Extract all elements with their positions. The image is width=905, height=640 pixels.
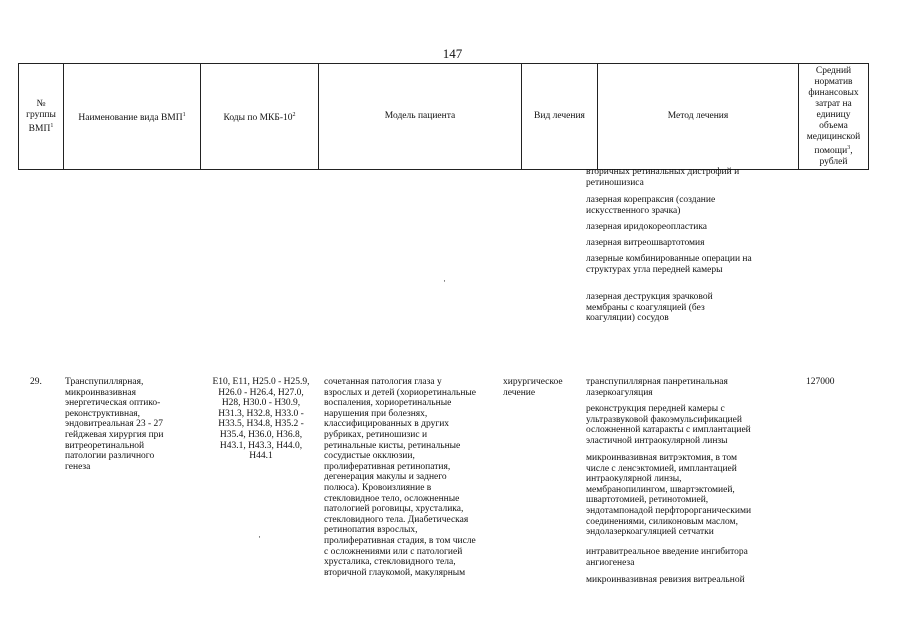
treatment-type-cell: хирургическое лечение [503,377,563,398]
header-patient-model: Модель пациента [319,64,522,170]
header-treatment-method: Метод лечения [598,64,799,170]
header-vmp-name: Наименование вида ВМП$^1$ [64,64,201,170]
header-treatment-type: Вид лечения [522,64,598,170]
method-item: лазерная корепраксия (создание искусственного зрачка) [586,195,716,216]
header-icd-codes: Коды по МКБ-$10^2$ [201,64,319,170]
method-item: вторичных ретинальных дистрофий и ретиношизиса [586,167,740,188]
method-item: интравитреальное введение ингибитора ангиогенеза [586,547,748,568]
method-item: транспупиллярная панретинальная лазеркоагуляция [586,377,728,398]
icd-codes-cell: E10, E11, H25.0 - H25.9, H26.0 - H26.4, H27.0, H28, H30.0 - H30.9, H31.3, H32.8, H33.0 - H33.5, H34.8, H35.2 - H35.4, H36.0, H36.8, H43.1, H43.3, H44.0, H44.1 [212,377,310,462]
table-header [18,63,869,170]
scan-speck: · [258,532,261,542]
page-number: 147 [442,46,463,61]
vmp-name-cell: Транспупиллярная, микроинвазивная энергетическая оптико- реконструктивная, эндовитреальная 23 - 27 гейджевая хирургия при витреоретинальной патологии различного генеза [65,377,164,472]
average-cost-value: 127000 [806,377,835,387]
method-item: лазерная иридокореопластика [586,222,708,232]
header-group-number: № группы ВМП$^1$ [19,64,64,170]
method-item: лазерная деструкция зрачковой мембраны с коагуляцией (без коагуляции) сосудов [586,292,713,324]
method-item: микроинвазивная витрэктомия, в том числе с ленсэктомией, имплантацией интраокулярной линзы, мембранопилингом, швартэктомией, швартотомией, ретинотомией, эндотампонадой перфторорганическими соединениями, силиконовым маслом, эндолазеркоагуляцией сетчатки [586,453,752,538]
row-number: 29. [30,377,42,387]
method-item: лазерные комбинированные операции на структурах угла передней камеры [586,254,752,275]
method-item: микроинвазивная ревизия витреальной [586,575,745,585]
patient-model-cell: сочетанная патология глаза у взрослых и детей (хориоретинальные воспаления, хориоретинальные нарушения при болезнях, классифицированных в других рубриках, ретиношизис и ретинальные кисты, ретинальные сосудистые окклюзии, пролиферативная ретинопатия, дегенерация макулы и заднего полюса). Кровоизлияние в стекловидное тело, осложненные патологией роговицы, хрусталика, стекловидного тела. Диабетическая ретинопатия взрослых, пролиферативная стадия, в том числе с осложнениями или с патологией хрусталика, стекловидного тела, вторичной глаукомой, макулярным [324,377,477,578]
scan-speck: · [443,276,446,286]
header-average-cost: Средний норматив финансовых затрат на единицу объема медицинской помощи$^3$, рублей [799,64,869,170]
method-item: лазерная витреошвартотомия [586,238,705,248]
method-item: реконструкция передней камеры с ультразвуковой факоэмульсификацией осложненной катаракты с имплантацией эластичной интраокулярной линзы [586,404,751,446]
